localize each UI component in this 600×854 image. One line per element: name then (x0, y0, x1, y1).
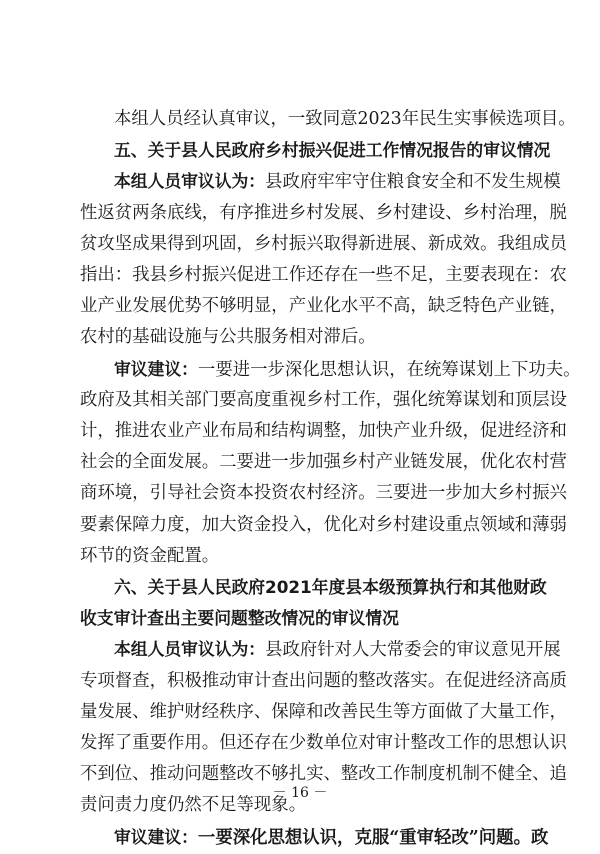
line-text: 政府及其相关部门要高度重视乡村工作，强化统筹谋划和顶层设 (80, 389, 567, 410)
line-text: 专项督查，积极推动审计查出问题的整改落实。在促进经济高质 (80, 670, 567, 691)
line-text: 一要深化思想认识，克服“重审轻改”问题。政 (197, 827, 549, 848)
paragraph-lead-label: 本组人员审议认为： (114, 639, 266, 660)
paragraph-line (114, 166, 561, 197)
paragraph-line (80, 260, 567, 291)
line-text: 业产业发展优势不够明显，产业化水平不高，缺乏特色产业链， (80, 296, 567, 317)
paragraph-line (80, 728, 567, 759)
paragraph-line (80, 198, 567, 229)
line-text: 计，推进农业产业布局和结构调整，加快产业升级，促进经济和 (80, 421, 567, 441)
paragraph-lead-label: 本组人员审议认为： (114, 171, 266, 192)
line-text: 量发展、维护财经秩序、保障和改善民生等方面做了大量工作， (80, 701, 567, 722)
line-text: 社会的全面发展。二要进一步加强乡村产业链发展，优化农村营 (80, 452, 567, 473)
paragraph-line (80, 416, 567, 447)
line-text: 收支审计查出主要问题整改情况的审议情况 (80, 608, 399, 629)
paragraph-lead-label: 审议建议： (114, 358, 198, 379)
page-number: － 16 － (272, 785, 328, 801)
line-text: 发挥了重要作用。但还存在少数单位对审计整改工作的思想认识 (80, 733, 567, 753)
line-text: 不到位、推动问题整改不够扎实、整改工作制度机制不健全、追 (80, 764, 567, 785)
paragraph-line (114, 634, 561, 665)
line-text: 贫攻坚成果得到巩固，乡村振兴取得新进展、新成效。我组成员 (80, 233, 567, 254)
paragraph-line (80, 291, 567, 322)
paragraph-line (80, 478, 567, 509)
line-text: 县政府针对人大常委会的审议意见开展 (265, 640, 561, 661)
paragraph-lead-label: 审议建议： (114, 826, 198, 847)
line-text: 责问责力度仍然不足等现象。 (80, 795, 307, 816)
section-heading-line (114, 572, 547, 603)
line-text: 商环境，引导社会资本投资农村经济。三要进一步加大乡村振兴 (80, 483, 567, 504)
line-text: 一要进一步深化思想认识，在统筹谋划上下功夫。 (197, 359, 581, 380)
line-text: 农村的基础设施与公共服务相对滞后。 (80, 327, 376, 348)
line-text: 县政府牢牢守住粮食安全和不发生规模 (265, 172, 561, 193)
line-text: 六、关于县人民政府2021年度县本级预算执行和其他财政 (114, 577, 547, 597)
paragraph-line (80, 541, 526, 572)
line-text: 性返贫两条底线，有序推进乡村发展、乡村建设、乡村治理，脱 (80, 202, 567, 223)
line-text: 指出：我县乡村振兴促进工作还存在一些不足，主要表现在：农 (80, 265, 567, 285)
paragraph-line (80, 447, 567, 478)
paragraph-line (80, 697, 567, 728)
paragraph-line (114, 822, 549, 853)
paragraph-line (80, 385, 567, 416)
paragraph-line (114, 354, 581, 385)
paragraph-line (80, 322, 526, 353)
line-text: 五、关于县人民政府乡村振兴促进工作情况报告的审议情况 (114, 140, 551, 161)
section-heading-line (114, 135, 551, 166)
paragraph-line (80, 510, 567, 541)
line-text: 环节的资金配置。 (80, 545, 220, 566)
line-text: 要素保障力度，加大资金投入，优化对乡村建设重点领域和薄弱 (80, 514, 567, 535)
paragraph-line (80, 666, 567, 697)
paragraph-line (80, 229, 567, 260)
line-text: 本组人员经认真审议，一致同意2023年民生实事候选项目。 (114, 109, 576, 129)
section-heading-line (80, 603, 526, 634)
paragraph-line (114, 104, 576, 135)
